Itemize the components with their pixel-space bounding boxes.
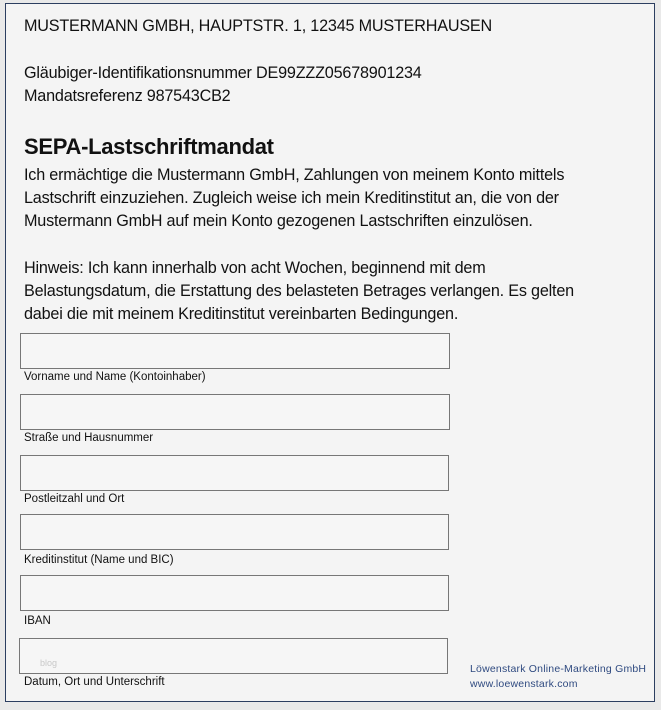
- signature-input[interactable]: [19, 638, 448, 674]
- mandate-reference: Mandatsreferenz 987543CB2: [24, 87, 231, 105]
- text-line: Lastschrift einzuziehen. Zugleich weise ich mein Kreditinstitut an, die von der: [24, 189, 559, 207]
- street-label: Straße und Hausnummer: [24, 432, 154, 444]
- account-holder-input[interactable]: [20, 333, 450, 369]
- notice-text: [24, 257, 574, 326]
- form-title: SEPA-Lastschriftmandat: [24, 134, 274, 159]
- text-line: Belastungsdatum, die Erstattung des belasteten Betrages verlangen. Es gelten: [24, 282, 574, 300]
- signature-label: Datum, Ort und Unterschrift: [24, 676, 165, 688]
- text-line: Ich ermächtige die Mustermann GmbH, Zahlungen von meinem Konto mittels: [24, 166, 565, 184]
- company-address: MUSTERMANN GMBH, HAUPTSTR. 1, 12345 MUSTERHAUSEN: [24, 17, 493, 35]
- account-holder-label: Vorname und Name (Kontoinhaber): [24, 371, 206, 383]
- credit-url[interactable]: www.loewenstark.com: [470, 678, 578, 690]
- street-input[interactable]: [20, 394, 450, 430]
- bank-input[interactable]: [20, 514, 449, 550]
- creditor-id: Gläubiger-Identifikationsnummer DE99ZZZ05678901234: [24, 64, 422, 82]
- text-line: dabei die mit meinem Kreditinstitut vereinbarten Bedingungen.: [24, 305, 459, 323]
- iban-input[interactable]: [20, 575, 449, 611]
- postal-city-input[interactable]: [20, 455, 449, 491]
- text-line: Mustermann GmbH auf mein Konto gezogenen Lastschriften einzulösen.: [24, 212, 533, 230]
- watermark: blog: [40, 658, 58, 668]
- bank-label: Kreditinstitut (Name und BIC): [24, 554, 174, 566]
- text-line: Hinweis: Ich kann innerhalb von acht Wochen, beginnend mit dem: [24, 259, 486, 277]
- authorization-text: [24, 164, 564, 233]
- iban-label: IBAN: [24, 615, 51, 627]
- postal-city-label: Postleitzahl und Ort: [24, 493, 125, 505]
- credit-company: Löwenstark Online-Marketing GmbH: [470, 663, 647, 675]
